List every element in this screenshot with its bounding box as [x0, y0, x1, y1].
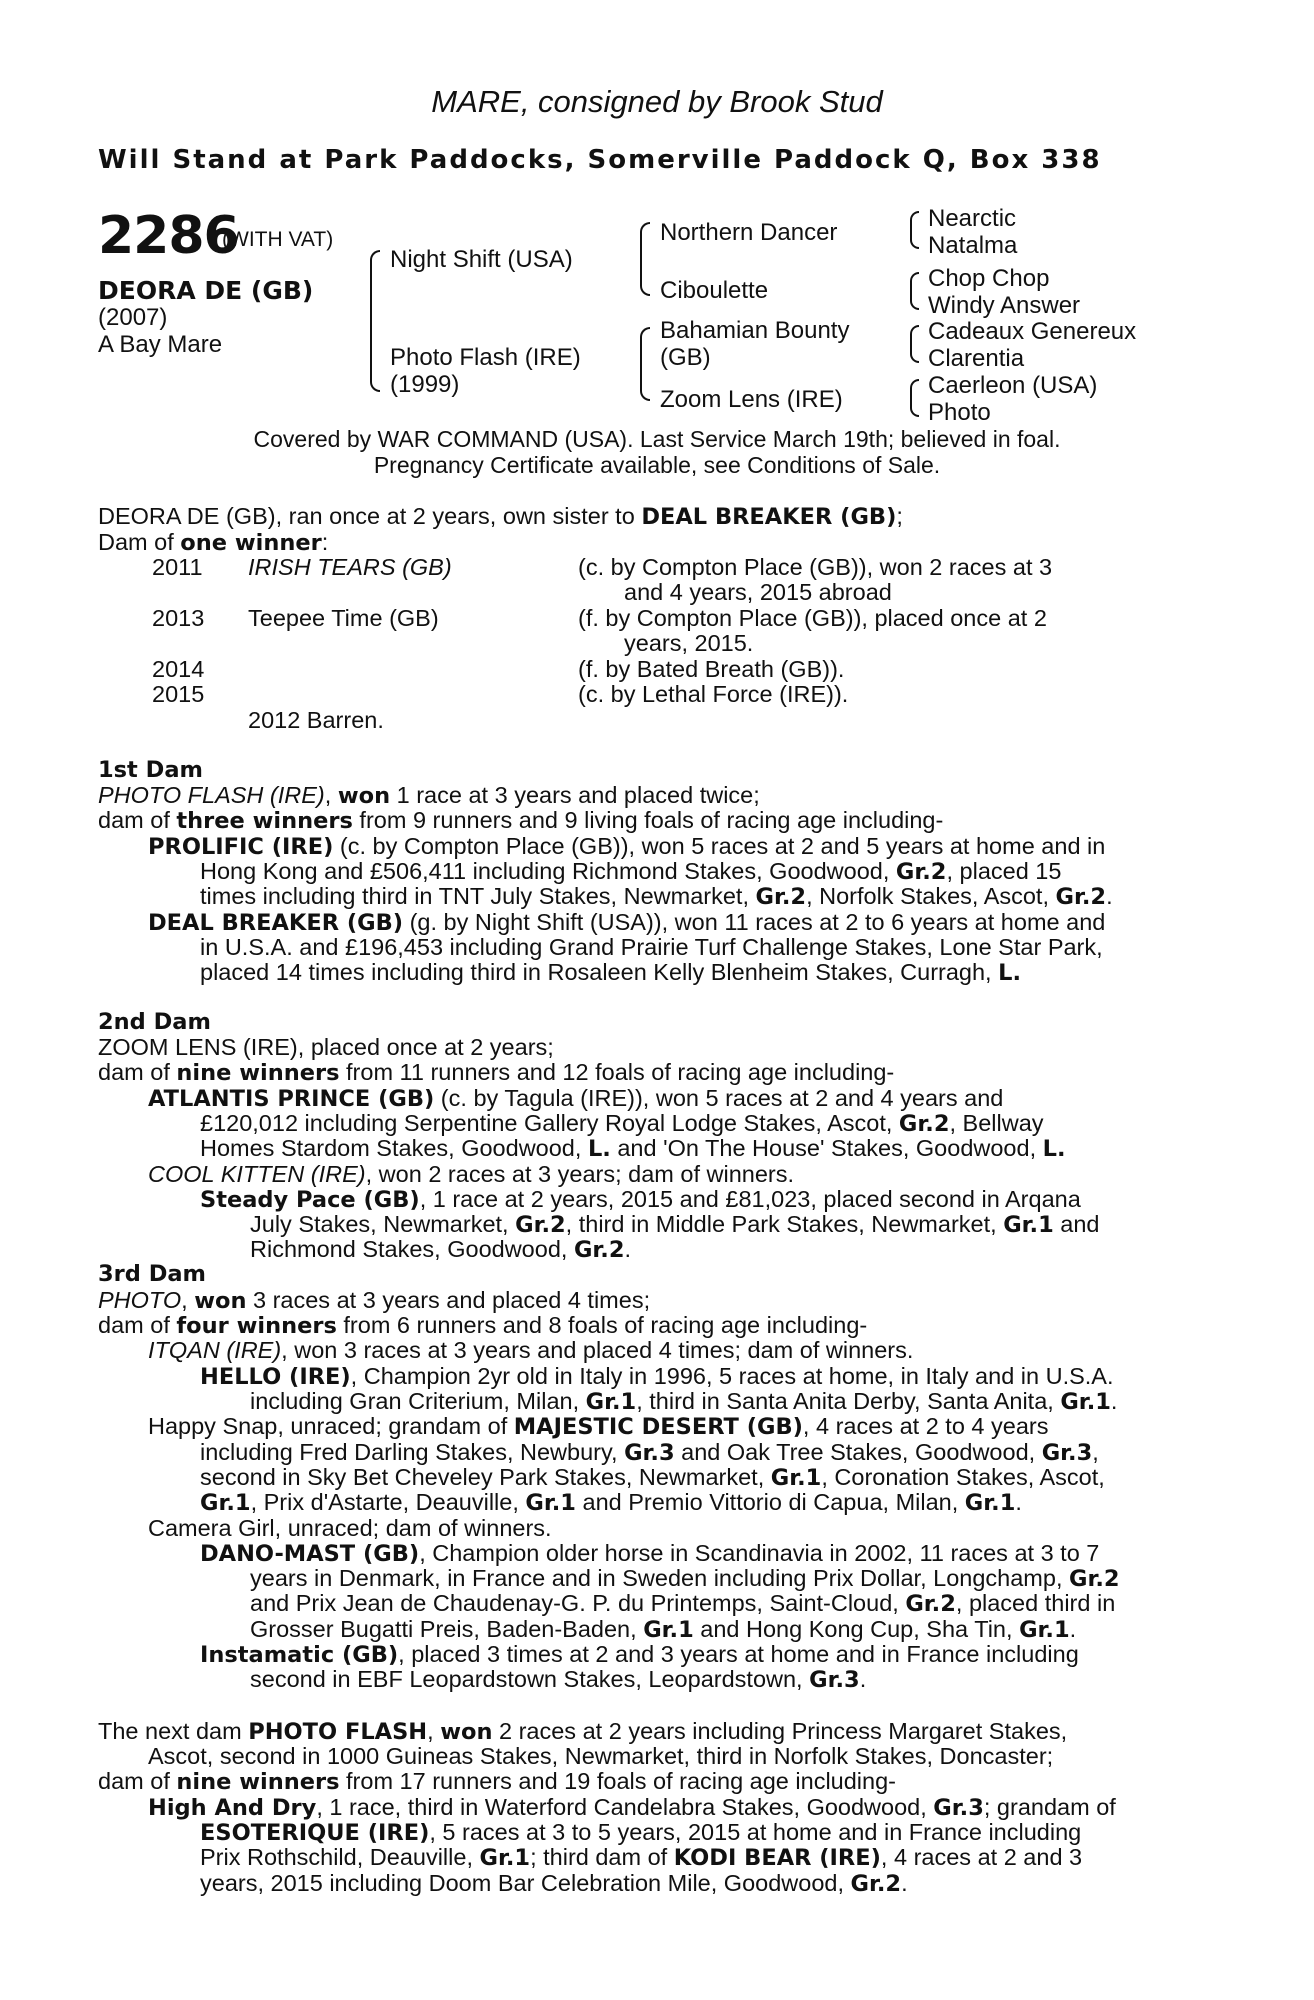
produce-year: 2013 [152, 605, 205, 631]
dano-mast-entry: and Prix Jean de Chaudenay-G. P. du Printemps, Saint-Cloud, Gr.2, placed third in [250, 1590, 1116, 1617]
pedigree-dss: Cadeaux Genereux [928, 318, 1137, 345]
instamatic-entry: Instamatic (GB), placed 3 times at 2 and 3 years at home and in France including [200, 1641, 1079, 1668]
deal-breaker-entry: placed 14 times including third in Rosaleen Kelly Blenheim Stakes, Curragh, L. [200, 959, 1022, 986]
pedigree-dam-sire-country: (GB) [660, 344, 711, 371]
prolific-entry: Hong Kong and £506,411 including Richmond Stakes, Goodwood, Gr.2, placed 15 [200, 858, 1062, 885]
produce-name: Teepee Time (GB) [248, 605, 439, 631]
produce-detail: and 4 years, 2015 abroad [624, 579, 892, 605]
dam2-line: ZOOM LENS (IRE), placed once at 2 years; [98, 1034, 554, 1060]
dano-mast-entry: years in Denmark, in France and in Sweden including Prix Dollar, Longchamp, Gr.2 [250, 1565, 1120, 1592]
pedigree-brace [640, 222, 650, 296]
itqan-entry: ITQAN (IRE), won 3 races at 3 years and placed 4 times; dam of winners. [148, 1337, 914, 1363]
steady-pace-entry: Richmond Stakes, Goodwood, Gr.2. [250, 1236, 632, 1263]
stand-location: Will Stand at Park Paddocks, Somerville Paddock Q, Box 338 [98, 145, 1102, 175]
high-and-dry-entry: ESOTERIQUE (IRE), 5 races at 3 to 5 years, 2015 at home and in France including [200, 1819, 1082, 1846]
atlantis-entry: Homes Stardom Stakes, Goodwood, L. and 'On The House' Stakes, Goodwood, L. [200, 1135, 1066, 1162]
mare-name: DEORA DE (GB) [98, 276, 314, 305]
happy-snap-entry: including Fred Darling Stakes, Newbury, Gr.3 and Oak Tree Stakes, Goodwood, Gr.3, [200, 1439, 1099, 1466]
pedigree-sire: Night Shift (USA) [390, 246, 573, 273]
atlantis-entry: ATLANTIS PRINCE (GB) (c. by Tagula (IRE)), won 5 races at 2 and 4 years and [148, 1085, 1004, 1112]
pedigree-dam-dam: Zoom Lens (IRE) [660, 386, 843, 413]
pedigree-sdd: Windy Answer [928, 292, 1081, 319]
dano-mast-entry: DANO-MAST (GB), Champion older horse in Scandinavia in 2002, 11 races at 3 to 7 [200, 1540, 1100, 1567]
high-and-dry-entry: years, 2015 including Doom Bar Celebration Mile, Goodwood, Gr.2. [200, 1870, 908, 1897]
pedigree-ssd: Natalma [928, 232, 1018, 259]
vat-label: (WITH VAT) [222, 228, 334, 251]
dano-mast-entry: Grosser Bugatti Preis, Baden-Baden, Gr.1 and Hong Kong Cup, Sha Tin, Gr.1. [250, 1616, 1077, 1643]
instamatic-entry: second in EBF Leopardstown Stakes, Leopardstown, Gr.3. [250, 1666, 867, 1693]
high-and-dry-entry: High And Dry, 1 race, third in Waterford Candelabra Stakes, Goodwood, Gr.3; grandam of [148, 1794, 1116, 1821]
produce-detail: (f. by Compton Place (GB)), placed once at 2 [578, 605, 1047, 631]
pedigree-brace [640, 327, 650, 401]
pedigree-brace [910, 325, 919, 363]
intro-line: DEORA DE (GB), ran once at 2 years, own sister to DEAL BREAKER (GB); [98, 503, 903, 530]
pedigree-dam-sire: Bahamian Bounty [660, 317, 850, 344]
prolific-entry: times including third in TNT July Stakes, Newmarket, Gr.2, Norfolk Stakes, Ascot, Gr.2. [200, 883, 1113, 910]
pedigree-brace [370, 250, 380, 392]
dam1-record: dam of three winners from 9 runners and 9 living foals of racing age including- [98, 807, 944, 834]
covered-line: Covered by WAR COMMAND (USA). Last Service March 19th; believed in foal. [253, 426, 1061, 452]
pedigree-sss: Nearctic [928, 205, 1017, 232]
deal-breaker-entry: DEAL BREAKER (GB) (g. by Night Shift (USA)), won 11 races at 2 to 6 years at home and [148, 909, 1106, 936]
produce-detail: (c. by Lethal Force (IRE)). [578, 681, 849, 707]
deal-breaker-entry: in U.S.A. and £196,453 including Grand Prairie Turf Challenge Stakes, Lone Star Park, [200, 934, 1103, 960]
dam1-line: PHOTO FLASH (IRE), won 1 race at 3 years and placed twice; [98, 782, 760, 809]
produce-detail: (f. by Bated Breath (GB)). [578, 656, 845, 682]
high-and-dry-entry: Prix Rothschild, Deauville, Gr.1; third dam of KODI BEAR (IRE), 4 races at 2 and 3 [200, 1844, 1083, 1871]
pedigree-ddd: Photo [928, 399, 991, 426]
pedigree-sds: Chop Chop [928, 265, 1050, 292]
pedigree-sire-dam: Ciboulette [660, 277, 769, 304]
dam3-record: dam of four winners from 6 runners and 8 foals of racing age including- [98, 1312, 868, 1339]
dam2-record: dam of nine winners from 11 runners and 12 foals of racing age including- [98, 1059, 895, 1086]
lot-number: 2286 [98, 206, 239, 266]
dam-of-line: Dam of one winner: [98, 529, 329, 556]
mare-year: (2007) [98, 304, 168, 331]
cool-kitten-entry: COOL KITTEN (IRE), won 2 races at 3 years; dam of winners. [148, 1161, 795, 1187]
camera-girl-entry: Camera Girl, unraced; dam of winners. [148, 1515, 552, 1541]
atlantis-entry: £120,012 including Serpentine Gallery Royal Lodge Stakes, Ascot, Gr.2, Bellway [200, 1110, 1044, 1137]
pedigree-brace [910, 272, 919, 310]
produce-name: IRISH TEARS (GB) [248, 554, 452, 580]
mare-description: A Bay Mare [98, 331, 223, 358]
pedigree-dam: Photo Flash (IRE) [390, 344, 581, 371]
pedigree-dds: Caerleon (USA) [928, 372, 1098, 399]
produce-detail: (c. by Compton Place (GB)), won 2 races at 3 [578, 554, 1053, 580]
hello-entry: including Gran Criterium, Milan, Gr.1, third in Santa Anita Derby, Santa Anita, Gr.1. [250, 1388, 1118, 1415]
pregnancy-line: Pregnancy Certificate available, see Conditions of Sale. [373, 452, 941, 478]
pedigree-dsd: Clarentia [928, 345, 1025, 372]
pedigree-sire-sire: Northern Dancer [660, 219, 838, 246]
produce-detail: years, 2015. [624, 630, 754, 656]
happy-snap-entry: second in Sky Bet Cheveley Park Stakes, Newmarket, Gr.1, Coronation Stakes, Ascot, [200, 1464, 1105, 1491]
barren-note: 2012 Barren. [248, 707, 384, 733]
steady-pace-entry: Steady Pace (GB), 1 race at 2 years, 2015 and £81,023, placed second in Arqana [200, 1186, 1081, 1213]
produce-year: 2015 [152, 681, 205, 707]
happy-snap-entry: Gr.1, Prix d'Astarte, Deauville, Gr.1 and Premio Vittorio di Capua, Milan, Gr.1. [200, 1489, 1022, 1516]
next-dam-record: dam of nine winners from 17 runners and 19 foals of racing age including- [98, 1768, 896, 1795]
next-dam-line: The next dam PHOTO FLASH, won 2 races at 2 years including Princess Margaret Stakes, [98, 1718, 1068, 1745]
section-heading-1st-dam: 1st Dam [98, 757, 203, 783]
steady-pace-entry: July Stakes, Newmarket, Gr.2, third in Middle Park Stakes, Newmarket, Gr.1 and [250, 1211, 1100, 1238]
section-heading-2nd-dam: 2nd Dam [98, 1009, 211, 1035]
produce-year: 2014 [152, 656, 205, 682]
prolific-entry: PROLIFIC (IRE) (c. by Compton Place (GB)), won 5 races at 2 and 5 years at home and in [148, 833, 1106, 860]
pedigree-brace [910, 211, 919, 249]
pedigree-dam-year: (1999) [390, 371, 460, 398]
hello-entry: HELLO (IRE), Champion 2yr old in Italy in 1996, 5 races at home, in Italy and in U.S.A. [200, 1363, 1114, 1390]
produce-year: 2011 [152, 554, 203, 580]
happy-snap-entry: Happy Snap, unraced; grandam of MAJESTIC DESERT (GB), 4 races at 2 to 4 years [148, 1413, 1049, 1440]
page-title: MARE, consigned by Brook Stud [431, 84, 883, 119]
pedigree-brace [910, 379, 919, 417]
dam3-line: PHOTO, won 3 races at 3 years and placed 4 times; [98, 1287, 651, 1314]
section-heading-3rd-dam: 3rd Dam [98, 1261, 206, 1287]
next-dam-line: Ascot, second in 1000 Guineas Stakes, Newmarket, third in Norfolk Stakes, Doncaster; [148, 1743, 1054, 1769]
